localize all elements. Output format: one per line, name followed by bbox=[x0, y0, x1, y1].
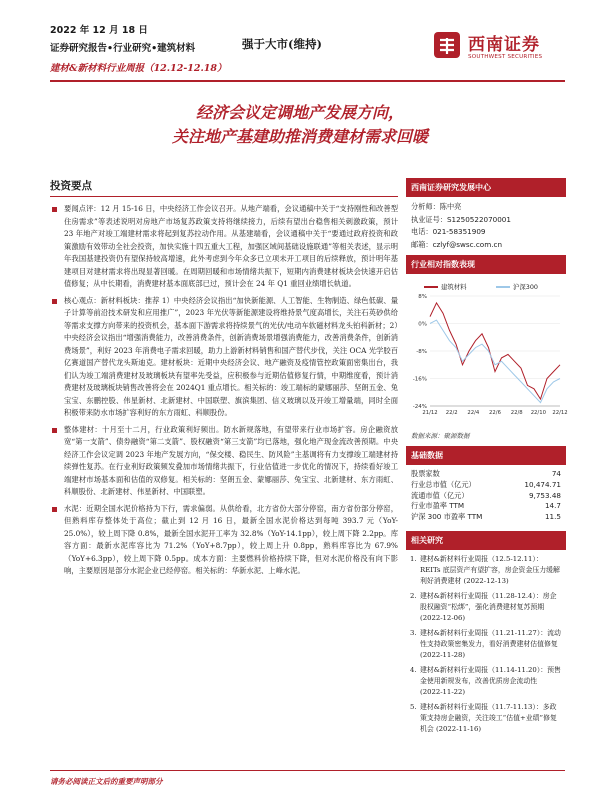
x-tick-label: 22/8 bbox=[510, 410, 523, 416]
main-content bbox=[50, 178, 398, 582]
related-item[interactable] bbox=[406, 627, 566, 664]
basic-data-value: 11.5 bbox=[544, 512, 561, 522]
x-tick-label: 22/2 bbox=[445, 410, 458, 416]
basic-data-value: 10,474.71 bbox=[524, 479, 561, 489]
basic-data-table bbox=[406, 469, 566, 523]
rating: 强于大市(维持) bbox=[242, 37, 322, 51]
related-item-number: 2. bbox=[410, 591, 417, 600]
x-tick-label: 22/6 bbox=[489, 410, 501, 416]
report-name: 建材&新材料行业周报（12.12-12.18） bbox=[50, 63, 227, 74]
y-tick-label: -24% bbox=[412, 404, 427, 410]
analyst-license: 执业证号：S1250522070001 bbox=[411, 214, 511, 224]
paragraph-news bbox=[50, 203, 398, 291]
page-title-line1: 经济会议定调地产发展方向， bbox=[195, 103, 404, 122]
footer-disclaimer: 请务必阅读正文后的重要声明部分 bbox=[50, 777, 163, 786]
paragraph-text: 整体建材：十月至十二月，行业政策利好频出。防水新规落地，有望带来行业市场扩容。房企融资放宽“第一支箭”、债券融资“第二支箭”、股权融资“第三支箭”均已落地，强化地产现金流改善预期。中央经济工作会议定调 2023 年地产发展方向，“保交楼、稳民生、防风险”主基调将有力支撑竣工端建材持续弹性复苏。在行业利好政策频发叠加市场情绪共振下，行业估值进一步优化的情况下，持续看好竣工端建材市场基本面和估值的双修复。相关标的：坚朗五金、蒙娜丽莎、兔宝宝、北新建材、东方雨虹、科顺股份、北新建材、伟星新材、中国联塑。 bbox=[64, 424, 398, 496]
team-title: 西南证券研究发展中心 bbox=[406, 178, 566, 197]
page-title-line2: 关注地产基建助推消费建材需求回暖 bbox=[171, 127, 428, 146]
related-item-text: 建材&新材料行业周报（11.14-11.20）：预售金使用新规发布，改善优质房企流动性 (2022-11-22) bbox=[420, 665, 561, 696]
related-item[interactable] bbox=[406, 664, 566, 701]
paragraph-cement bbox=[50, 503, 398, 578]
related-item-text: 建材&新材料行业周报（12.5-12.11）：REITs 底层资产有望扩容，房企资金压力缓解利好消费建材 (2022-12-13) bbox=[420, 554, 560, 585]
related-title: 相关研究 bbox=[406, 531, 566, 550]
basic-data-row bbox=[406, 491, 566, 502]
basic-data-label: 行业市盈率 TTM bbox=[411, 501, 465, 511]
logo-mark-icon bbox=[432, 30, 462, 60]
related-item[interactable] bbox=[406, 701, 566, 738]
analyst-info bbox=[406, 197, 566, 255]
y-tick-label: -8% bbox=[416, 349, 427, 355]
sidebar bbox=[406, 178, 566, 738]
related-item-number: 4. bbox=[410, 665, 417, 674]
line-chart bbox=[406, 274, 566, 429]
analyst-email[interactable]: 邮箱：czlyf@swsc.com.cn bbox=[411, 239, 503, 249]
x-tick-label: 22/12 bbox=[552, 410, 568, 416]
basic-data-label: 行业总市值（亿元） bbox=[411, 479, 476, 489]
basic-data-label: 沪深 300 市盈率 TTM bbox=[411, 512, 483, 522]
bullet-icon bbox=[52, 207, 57, 212]
x-tick-label: 21/12 bbox=[422, 410, 438, 416]
basic-data-row bbox=[406, 512, 566, 523]
basic-data-label: 股票家数 bbox=[411, 469, 440, 478]
chart-source: 数据来源：聚源数据 bbox=[411, 432, 470, 440]
y-tick-label: 8% bbox=[418, 294, 427, 300]
analyst-phone: 电话：021-58351909 bbox=[411, 227, 486, 236]
basic-data-row bbox=[406, 501, 566, 512]
y-tick-label: -16% bbox=[412, 376, 427, 383]
x-tick-label: 22/4 bbox=[467, 410, 480, 416]
report-category: 证券研究报告•行业研究•建筑材料 bbox=[50, 43, 196, 54]
report-date: 2022 年 12 月 18 日 bbox=[50, 25, 148, 36]
basic-data-value: 14.7 bbox=[544, 501, 561, 511]
related-item-text: 建材&新材料行业周报（11.28-12.4）：房企股权融资“松绑”，强化消费建材复苏预期 (2022-12-06) bbox=[420, 591, 557, 622]
y-tick-label: 0% bbox=[418, 321, 427, 328]
paragraph-core-view bbox=[50, 295, 398, 420]
related-item-number: 3. bbox=[410, 628, 417, 637]
logo-text-en: SOUTHWEST SECURITIES bbox=[468, 54, 543, 60]
related-item-text: 建材&新材料行业周报（11.7-11.13）：多政策支持房企融资，关注竣工“估值+业绩”修复机会 (2022-11-16) bbox=[420, 702, 557, 733]
bullet-icon bbox=[52, 299, 57, 304]
perf-chart bbox=[406, 274, 566, 429]
series-line bbox=[430, 320, 560, 403]
related-item-text: 建材&新材料行业周报（11.21-11.27）：流动性支持政策密集发力，看好消费建材估值修复 (2022-11-28) bbox=[420, 628, 561, 659]
logo-text-cn: 西南证券 bbox=[468, 35, 540, 55]
related-item-number: 5. bbox=[410, 702, 417, 711]
section-title: 投资要点 bbox=[50, 178, 398, 197]
paragraph-text: 核心观点：新材料板块：推荐 1）中央经济会议指出“加快新能源、人工智能、生物制造、绿色低碳、量子计算等前沿技术研发和应用推广”，2023 年光伏等新能源建设将维持景气度高增长，关注石英砂供给等需求支撑方向带来的投资机会，基本面下游需求将持续景气的光伏/电动车软磁材料龙头铂科新材；2）中央经济会议指出“增强消费能力，改善消费条件，创新消费场景增强消费能力，改善消费条件，创新消费场景”，利好 2023 年消费电子需求回暖，助力上游新材料销售和国产替代步伐，关注 OCA 光学胶百亿赛道国产替代龙头斯迪克。建材板块：近期中央经济会议、地产融资及疫情管控政策面密集出台，我们认为竣工端消费建材及玻璃板块有望率先受益，应积极参与近期估值修复行情，中期维度看，预计消费建材及玻璃板块销售改善将会在 2024Q1 重点增长。相关标的：竣工端标的蒙娜丽莎、坚朗五金、兔宝宝、东鹏控股、伟星新材、北新建材、中国联塑、旗滨集团、信义玻璃以及开竣工增量端，同时全面积极带来防水市场扩容利好的东方雨虹、科顺股份。 bbox=[64, 295, 398, 417]
bullet-icon bbox=[52, 507, 57, 512]
footer-divider bbox=[50, 770, 565, 771]
basic-data-value: 9,753.48 bbox=[528, 490, 561, 500]
related-item[interactable] bbox=[406, 590, 566, 627]
company-logo bbox=[432, 26, 562, 70]
legend-label: 建筑材料 bbox=[441, 283, 467, 291]
paragraph-building-materials bbox=[50, 424, 398, 499]
paragraph-text: 水泥：近期全国水泥价格持为下行，需求偏弱。从供给看，北方省份大部分停窑，南方省份部分停窑，但熟料库存整体处于高位；截止到 12 月 16 日，最新全国水泥价格达到每吨 393.7 元（YoY-25.0%），较上周下降 0.8%，最新全国水泥开工率为 32.8%（YoY-14.1pp），较上周下降 2.2pp。库容方面：最新水泥库容比为 71.2%（YoY+8.7pp），较上周上升 0.8pp，熟料库容比为 67.9%（YoY+6.3pp），较上周下降 0.5pp。成本方面：主要燃料价格持续下降，但对水泥价格没有向下影响，主要原因是部分水泥企业已经停窑。相关标的：华新水泥、上峰水泥。 bbox=[64, 503, 398, 575]
paragraph-text: 要闻点评：12 月 15-16 日，中央经济工作会议召开。从地产端看，会议通稿中关于“支持刚性和改善型住房需求”等表述说明对房地产市场复苏政策支持将继续接力，后续有望出台稳售相关刺激政策，预计 23 年地产对竣工端建材需求将起到复苏拉动作用。从基建端看，会议通稿中关于“要通过政府投资和政策激励有效带动全社会投资，加快实施十四五重大工程，加强区域间基础设施联通”等相关表述，显示明年我国基建投资仍有望保持较高增速，此外考虑到今年众多已立项未开工项目的后续释放，预计明年基建项目对建材需求将出现显著回暖。在周期回暖和市场情绪共振下，短期内消费建材板块会快速开启估值修复；从中长期看，消费建材基本面底部已过，预计会在 24 年 Q1 重回业绩增长轨道。 bbox=[64, 204, 398, 288]
analyst-name: 分析师：陈中亮 bbox=[411, 202, 462, 211]
related-item[interactable] bbox=[406, 553, 566, 590]
basic-data-title: 基础数据 bbox=[406, 446, 566, 465]
basic-data-row bbox=[406, 469, 566, 480]
x-tick-label: 22/10 bbox=[530, 410, 546, 416]
perf-title: 行业相对指数表现 bbox=[406, 255, 566, 274]
related-list bbox=[406, 550, 566, 738]
bullet-icon bbox=[52, 428, 57, 433]
basic-data-label: 流通市值（亿元） bbox=[411, 490, 469, 500]
legend-label: 沪深300 bbox=[513, 283, 538, 291]
related-item-number: 1. bbox=[410, 554, 417, 563]
basic-data-row bbox=[406, 480, 566, 491]
basic-data-value: 74 bbox=[551, 469, 561, 478]
header-divider bbox=[50, 80, 565, 82]
